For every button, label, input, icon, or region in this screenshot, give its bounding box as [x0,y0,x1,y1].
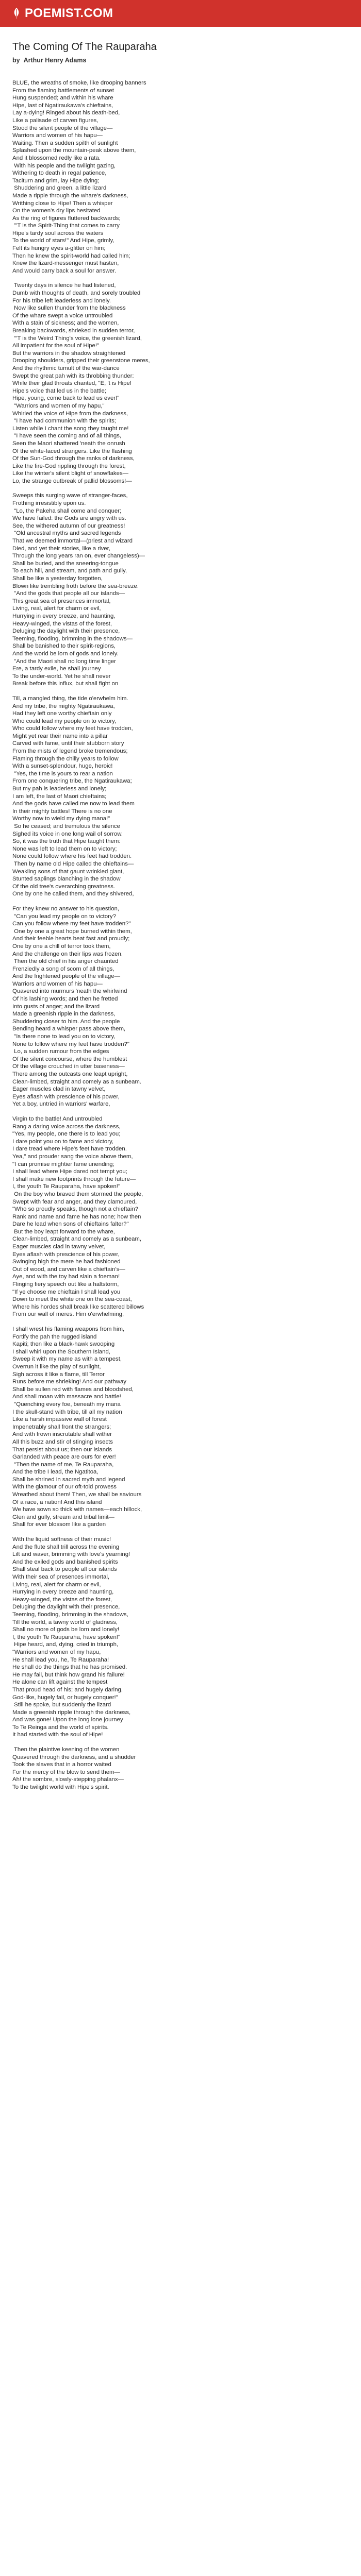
poem-line: Hipe heard, and, dying, cried in triumph, [12,1641,119,1648]
poem-line: Knew the lizard-messenger must hasten, [12,260,119,267]
poem-line: We have sown so thick with names—each hillock, [12,1506,142,1513]
poem-line: Shall be sullen red with flames and bloodshed, [12,1386,134,1393]
poem-line: Till the world, a tawny world of gladness, [12,1619,118,1625]
poem-line: That persist about us; then our islands [12,1446,112,1453]
poem-line: I shall lead where Hipe dared not tempt you; [12,1168,127,1175]
poem-line: Sweeps this surging wave of stranger-faces, [12,493,128,499]
poem-line: Rang a daring voice across the darkness, [12,1123,121,1130]
poem-line: Made a greenish ripple in the darkness, [12,1011,116,1018]
poem-line: Can you follow where my feet have trodden?" [12,921,131,927]
poem-line: As the ring of figures fluttered backwards; [12,215,121,222]
poem-line: Living, real, alert for charm or evil, [12,605,101,612]
by-label: by [12,57,20,64]
poem-line: One by one a chill of terror took them, [12,943,111,950]
author-link[interactable]: Arthur Henry Adams [23,57,87,64]
poem-line: And with frown inscrutable shall wither [12,1431,112,1438]
poem-line: Still he spoke, but suddenly the lizard [12,1702,111,1708]
poem-line: Living, real, alert for charm or evil, [12,1581,101,1588]
poem-line: Eager muscles clad in tawny velvet, [12,1244,106,1250]
poem-line: Shuddering closer to him. And the people [12,1018,120,1025]
poem-line: Lay a-dying! Ringed about his death-bed, [12,110,120,116]
poem-line: One by one he called them, and they shivered, [12,891,134,897]
poem-line: And their feeble hearts beat fast and proudly; [12,936,130,942]
poem-line: With a stain of sickness; and the women, [12,320,119,327]
poem-line: Dumb with thoughts of death, and sorely troubled [12,290,141,297]
poem-line: Quavered into murmurs 'neath the whirlwind [12,988,127,995]
poem-line: Into gusts of anger; and the lizard [12,1003,100,1010]
poem-line: That we deemed immortal—(priest and wizard [12,538,133,545]
poem-line: For they knew no answer to his question, [12,905,120,912]
poem-line: Hipe's tardy soul across the waters [12,230,104,236]
poem-line: And the rhythmic tumult of the war-dance [12,365,120,371]
poem-line: Swinging high the mere he had fashioned [12,1259,121,1265]
poem-line: Shall be like a yesterday forgotten, [12,575,103,582]
poem-container [0,27,361,1791]
poem-line: Warriors and women of his hapu— [12,980,103,987]
poem-line: To each hill, and stream, and path and gully, [12,568,127,574]
poem-line: "Warriors and women of my hapu, [12,1649,101,1655]
poem-line: Worthy now to wield my dying mana!" [12,816,110,822]
poem-line: "Quenching every foe, beneath my mana [12,1401,121,1408]
poem-line: And the flute shall trill across the evening [12,1544,120,1550]
poem-line: With their sea of presences immortal, [12,1574,110,1580]
poem-line: Lo, a sudden rumour from the edges [12,1048,109,1055]
poem-line: In their mighty battles! There is no one [12,808,112,815]
poem-line: Sigh across it like a flame, till Terror [12,1371,105,1378]
quill-feather-icon [12,8,21,19]
poem-line: Kapiti; then like a black-hawk swooping [12,1341,115,1348]
poem-line: Dare he lead when sons of chieftains falter?" [12,1221,129,1228]
poem-line: "Then the name of me, Te Rauparaha, [12,1461,114,1468]
poem-line: I, the youth Te Rauparaha, have spoken!" [12,1634,121,1640]
poem-line: Heavy-winged, the vistas of the forest, [12,1596,112,1603]
poem-line: Where his hordes shall break like scattered billows [12,1303,144,1310]
poem-line: Clean-limbed, straight and comely as a sunbeam, [12,1236,142,1243]
poem-line: Eyes aflash with prescience of his power, [12,1251,120,1258]
poem-line: Eyes aflash with prescience of his power, [12,1093,120,1100]
poem-line: Then the plaintive keening of the women [12,1747,120,1753]
poem-line: That proud head of his; and hugely daring, [12,1686,123,1693]
poem-line: Teeming, flooding, brimming in the shadows, [12,1611,128,1618]
poem-line: I the skull-stand with tribe, till all my nation [12,1409,122,1415]
poem-line: Frenziedly a song of scorn of all things, [12,965,114,972]
poem-line: So, it was the truth that Hipe taught them: [12,838,121,845]
poem-line: Weakling sons of that gaunt wrinkled giant, [12,868,124,875]
poem-line: "Is there none to lead you on to victory, [12,1033,116,1040]
poem-line: Seen the Maori shattered 'neath the onrush [12,440,125,447]
poem-line: Hurrying in every breeze and haunting, [12,1589,114,1596]
poem-line: Had they left one worthy chieftain only [12,710,112,717]
poem-line: While their glad throats chanted, "E, 't is Hipe! [12,380,132,387]
poem-stanza [12,1746,349,1791]
poem-line: Yet a boy, untried in warriors' warfare, [12,1101,110,1108]
poem-line: Garlanded with peace are ours for ever! [12,1454,116,1461]
poem-line: Overrun it like the play of sunlight, [12,1363,101,1370]
poem-stanza [12,492,349,687]
poem-line: Heavy-winged, the vistas of the forest, [12,620,112,627]
poem-line: All this buzz and stir of stinging insects [12,1438,113,1445]
poem-line: Like a palisade of carven figures, [12,117,99,124]
poem-line: Till, a mangled thing, the tide o'erwhelm him. [12,695,128,702]
poem-line: Twenty days in silence he had listened, [12,282,116,289]
poem-line: And the tribe I lead, the Ngatitoa, [12,1469,99,1476]
poem-line: "Yes, my people, one there is to lead you; [12,1131,121,1138]
poem-line: Hurrying in every breeze, and haunting, [12,613,116,619]
poem-line: Sighed its voice in one long wail of sorrow. [12,831,123,837]
poem-line: Flinging fiery speech out like a haltstorm, [12,1281,119,1288]
poem-line: Of the Sun-God through the ranks of darkness, [12,455,135,462]
poem-line: Warriors and women of his hapu— [12,132,103,139]
poem-line: None could follow where his feet had trodden. [12,853,132,860]
poem-body [12,79,349,1791]
site-logo[interactable] [12,6,113,21]
poem-line: And the frightened people of the village— [12,973,120,980]
poem-line: Deluging the daylight with their presence, [12,628,120,635]
poem-line: Impenetrably shall front the strangers; [12,1423,111,1430]
poem-line: Made a greenish ripple through the darkness, [12,1709,131,1716]
poem-line: Yea," and prouder sang the voice above them, [12,1153,133,1160]
poem-line: Bending heard a whisper pass above them, [12,1026,126,1032]
poem-line: None to follow where my feet have trodden?" [12,1041,129,1047]
poem-line: Break before this influx, but shall fight on [12,681,119,687]
poem-line: "I have seen the coming and of all things, [12,433,122,439]
site-logo-text: POEMIST.COM [25,6,113,20]
poem-line: "Can you lead my people on to victory? [12,913,116,920]
poem-line: To the under-world. Yet he shall never [12,673,111,680]
poem-line: Then the old chief in his anger chaunted [12,958,119,965]
poem-line: Breaking backwards, shrieked in sudden terror, [12,328,135,334]
poem-line: So he ceased; and tremulous the silence [12,823,120,829]
poem-stanza [12,1536,349,1739]
poem-line: I dare tread where Hipe's feet have trodden. [12,1146,127,1153]
poem-line: And shall moan with massacre and battle! [12,1394,121,1400]
poem-line: Stood the silent people of the village— [12,125,113,131]
poem-line: "'T is the Spirit-Thing that comes to carry [12,223,120,229]
poem-line: Ah! the sombre, slowly-stepping phalanx— [12,1776,124,1783]
poem-line: To the world of stars!" And Hipe, grimly, [12,238,114,244]
poem-line: Through the long years ran on, ever changeless)— [12,553,145,560]
poem-line: "Yes, the time is yours to rear a nation [12,770,113,777]
poem-line: Stunted saplings blanching in the shadow [12,876,121,883]
poem-line: Might yet rear their name into a pillar [12,733,108,739]
poem-line: Like a harsh impassive wall of forest [12,1416,107,1423]
poem-line: Lilt and waver, brimming with love's yearning! [12,1551,130,1558]
poem-line: Then he knew the spirit-world had called him; [12,252,130,259]
poem-line: Swept the great pah with its throbbing thunder: [12,372,134,379]
site-header [0,0,361,27]
poem-line: Hung suspended; and within his whare [12,95,113,101]
poem-line: But the boy leapt forward to the whare, [12,1228,115,1235]
poem-line: Lo, the strange outbreak of pallid blossoms!— [12,478,132,484]
author-line [12,57,349,64]
poem-stanza [12,79,349,275]
poem-line: We have failed: the Gods are angry with us. [12,515,126,522]
poem-line: "Old ancestral myths and sacred legends [12,530,121,537]
poem-line: For the mercy of the blow to send them— [12,1769,120,1775]
poem-line: Taciturn and grim, lay Hipe dying; [12,177,100,184]
poem-line: And the world be lorn of gods and lonely. [12,650,119,657]
poem-line: From the mists of legend broke tremendous; [12,748,128,755]
poem-line: Frothing irresistibly upon us. [12,500,86,507]
poem-line: And would carry back a soul for answer. [12,267,117,274]
poem-line: On the boy who braved them stormed the people, [12,1191,143,1197]
poem-line: On the women's dry lips hesitated [12,208,101,214]
poem-line: Clean-limbed, straight and comely as a sunbeam. [12,1078,142,1085]
poem-line: There among the outcasts one leapt upright, [12,1071,128,1077]
poem-line: Who could lead my people on to victory, [12,718,117,724]
poem-line: Whirled the voice of Hipe from the darkness, [12,410,128,417]
poem-line: Of the old tree's overarching greatness. [12,883,116,890]
poem-line: It had started with the soul of Hipe! [12,1732,103,1738]
poem-line: Glen and gully, stream and tribal limit— [12,1514,114,1520]
poem-line: And was gone! Upon the long lone journey [12,1717,123,1723]
poem-line: Now like sullen thunder from the blackness [12,305,126,312]
poem-line: Listen while I chant the song they taught me! [12,425,129,432]
poem-stanza [12,695,349,898]
poem-line: Drooping shoulders, gripped their greenstone meres, [12,358,150,364]
poem-line: "'T is the Weird Thing's voice, the greenish lizard, [12,335,142,342]
poem-line: "If ye choose me chieftain I shall lead you [12,1289,121,1295]
poem-line: This great sea of presences immortal, [12,598,111,604]
poem-line: Ere, a tardy exile, he shall journey [12,666,101,672]
poem-line: Quavered through the darkness, and a shudder [12,1754,136,1760]
poem-line: To the twilight world with Hipe's spirit. [12,1784,109,1791]
poem-line: Died, and yet their stories, like a river, [12,545,110,552]
poem-line: Took the slaves that in a horror waited [12,1761,111,1768]
poem-line: I dare point you on to fame and victory, [12,1138,114,1145]
poem-line: Withering to death in regal patience, [12,170,107,177]
poem-line: None was left to lead them on to victory; [12,845,117,852]
poem-line: Like the winter's silent blight of snowflakes— [12,470,129,477]
poem-line: I am left, the last of Maori chieftains; [12,793,107,800]
poem-line: And it blossomed redly like a rata. [12,155,101,161]
poem-line: Runs before me shrieking! And our pathway [12,1379,126,1385]
poem-line: I shall make new footprints through the future— [12,1176,136,1182]
poem-line: Then by name old Hipe called the chieftains— [12,860,134,867]
poem-line: Rank and name and fame he has none; how then [12,1213,141,1220]
poem-line: Teeming, flooding, brimming in the shadows— [12,635,133,642]
poem-line: Hipe, young, come back to lead us ever!" [12,395,120,402]
poem-line: And the gods have called me now to lead them [12,801,135,807]
poem-line: With a sunset-splendour, huge, heroic! [12,763,113,770]
poem-line: Shall be shrined in sacred myth and legend [12,1476,125,1483]
poem-line: Who could follow where my feet have trodden, [12,725,133,732]
poem-line: Sweep it with my name as with a tempest, [12,1356,122,1363]
poem-line: Made a ripple through the whare's darkness, [12,192,128,199]
poem-line: Blown like trembling froth before the sea-breeze. [12,583,139,589]
poem-line: He alone can lift against the tempest [12,1679,108,1686]
poem-line: Hipe's voice that led us in the battle; [12,387,106,394]
poem-line: God-like, hugely fail, or hugely conquer!" [12,1694,118,1701]
poem-line: With the glamour of our oft-told prowess [12,1484,117,1490]
poem-line: Swept with fear and anger, and they clamoured, [12,1198,137,1205]
poem-line: I shall whirl upon the Southern Island, [12,1348,110,1355]
poem-line: "Lo, the Pakeha shall come and conquer; [12,507,122,514]
poem-line: To Te Reinga and the world of spirits. [12,1724,109,1731]
poem-line: Waiting. Then a sudden spilth of sunlight [12,140,118,146]
poem-line: Of the whare swept a voice untroubled [12,312,113,319]
poem-line: Felt its hungry eyes a-glitter on him; [12,245,106,252]
poem-line: With his people and the twilight gazing, [12,162,116,169]
poem-line: Carved with fame, until their stubborn story [12,740,124,747]
poem-line: He may fail, but think how grand his failure! [12,1671,125,1678]
poem-line: Aye, and with the toy had slain a foeman! [12,1274,120,1280]
poem-line: But the warriors in the shadow straightened [12,350,126,357]
poem-line: Down to meet the white one on the sea-coast, [12,1296,132,1303]
poem-line: Of a race, a nation! And this island [12,1499,102,1505]
poem-line: And my tribe, the mighty Ngatiraukawa, [12,703,115,709]
poem-line: And the exiled gods and banished spirits [12,1558,118,1565]
poem-line: See, the withered autumn of our greatness! [12,522,125,529]
poem-line: Fortify the pah the rugged island [12,1333,97,1340]
poem-line: Shall be buried, and the sneering-tongue [12,560,119,567]
poem-line: He shall lead you, he, Te Rauparaha! [12,1656,109,1663]
poem-line: Deluging the daylight with their presence, [12,1604,120,1611]
poem-line: Virgin to the battle! And untroubled [12,1115,103,1122]
poem-line: Of the village crouched in utter baseness— [12,1063,125,1070]
poem-title: The Coming Of The Rauparaha [12,41,157,53]
poem-line: "I have had communion with the spirits; [12,418,116,425]
poem-line: "Warriors and women of my hapu," [12,402,105,409]
poem-line: Of the silent concourse, where the humblest [12,1056,127,1062]
poem-line: And the challenge on their lips was frozen. [12,951,123,957]
poem-stanza [12,1115,349,1318]
poem-line: "And the gods that people all our islands— [12,590,125,597]
poem-line: He shall do the things that he has promised. [12,1664,127,1671]
poem-line: Writhing close to Hipe! Then a whisper [12,200,113,207]
poem-line: Flaming through the chilly years to follow [12,755,119,762]
poem-line: Splashed upon the mountain-peak above them, [12,147,136,154]
poem-line: I shall wrest his flaming weapons from him, [12,1326,125,1332]
poem-line: With the liquid softness of their music! [12,1536,111,1543]
poem-line: One by one a great hope burned within them, [12,928,132,935]
poem-line: Shall be banished to their spirit-regions, [12,643,116,650]
poem-line: Like the fire-God rippling through the forest, [12,463,126,469]
poem-stanza [12,905,349,1108]
poem-stanza [12,282,349,485]
poem-line: Shall no more of gods be lorn and lonely! [12,1626,120,1633]
poem-line: Of his lashing words; and then he fretted [12,996,118,1003]
poem-line: I, the youth Te Rauparaha, have spoken!" [12,1183,121,1190]
poem-line: Shall steal back to people all our islands [12,1566,117,1573]
poem-line: But my pah is leaderless and lonely; [12,786,107,792]
poem-line: All impatient for the soul of Hipe!" [12,343,100,349]
poem-line: Shall for ever blossom like a garden [12,1521,106,1528]
poem-line: Eager muscles clad in tawny velvet, [12,1086,106,1093]
poem-line: BLUE, the wreaths of smoke, like drooping banners [12,80,146,86]
poem-line: Wreathed about them! Then, we shall be saviours [12,1492,142,1498]
poem-line: Shuddering and green, a little lizard [12,185,107,192]
poem-line: From one conquering tribe, the Ngatiraukawa; [12,778,132,785]
poem-line: Out of wood, and carven like a chieftain's— [12,1266,125,1273]
poem-stanza [12,1326,349,1529]
poem-line: "And the Maori shall no long time linger [12,658,116,665]
poem-line: From our wall of meres. Him o'erwhelming, [12,1311,124,1318]
poem-line: From the flaming battlements of sunset [12,87,114,94]
poem-line: Of the white-faced strangers. Like the flashing [12,448,132,454]
poem-line: "I can promise mightier fame unending; [12,1161,114,1167]
poem-line: For his tribe left leaderless and lonely. [12,297,111,304]
poem-line: Hipe, last of Ngatiraukawa's chieftains, [12,102,113,109]
poem-line: "Who so proudly speaks, though not a chieftain? [12,1206,139,1213]
